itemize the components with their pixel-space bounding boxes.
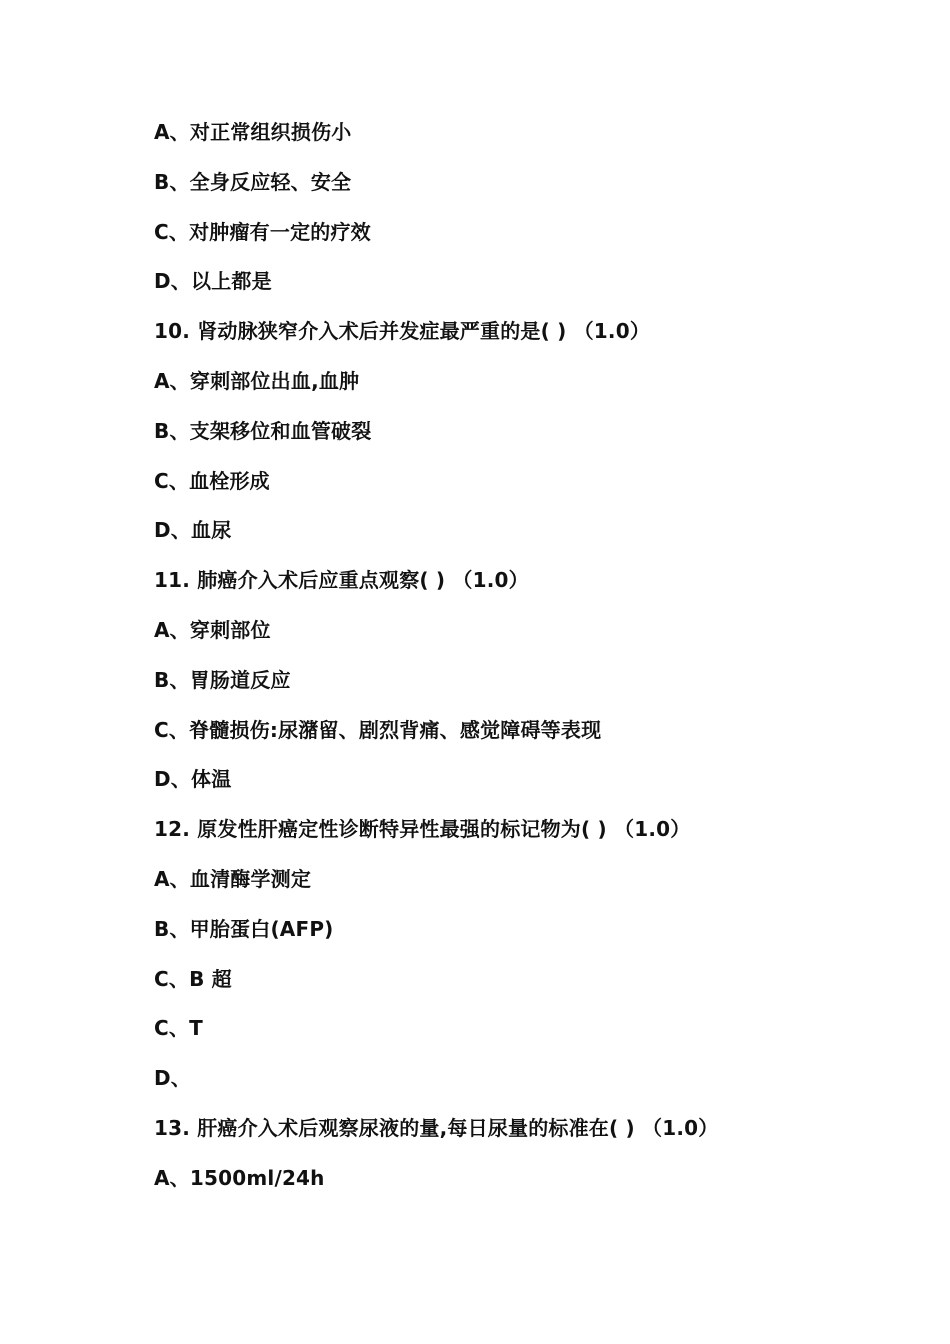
option-c2-q12: C、T [154, 1016, 203, 1041]
option-b-q11: B、胃肠道反应 [154, 667, 291, 692]
question-11: 11. 肺癌介入术后应重点观察( ) （1.0） [154, 568, 529, 593]
question-13: 13. 肝癌介入术后观察尿液的量,每日尿量的标准在( ) （1.0） [154, 1115, 719, 1140]
option-d-q11: D、体温 [154, 767, 232, 792]
option-a-q12: A、血清酶学测定 [154, 866, 312, 891]
option-d-q9: D、以上都是 [154, 269, 272, 294]
option-c-q10: C、血栓形成 [154, 468, 270, 493]
option-c-q12: C、B 超 [154, 966, 232, 991]
option-d-q12: D、 [154, 1066, 192, 1091]
option-b-q10: B、支架移位和血管破裂 [154, 418, 372, 443]
option-b-q12: B、甲胎蛋白(AFP) [154, 916, 334, 941]
option-d-q10: D、血尿 [154, 518, 232, 543]
question-12: 12. 原发性肝癌定性诊断特异性最强的标记物为( ) （1.0） [154, 817, 691, 842]
question-10: 10. 肾动脉狭窄介入术后并发症最严重的是( ) （1.0） [154, 319, 651, 344]
option-c-q9: C、对肿瘤有一定的疗效 [154, 219, 371, 244]
document-content [154, 114, 914, 1210]
option-b-q9: B、全身反应轻、安全 [154, 169, 352, 194]
option-a-q13: A、1500ml/24h [154, 1165, 325, 1190]
option-a-q10: A、穿刺部位出血,血肿 [154, 368, 360, 393]
option-c-q11: C、脊髓损伤:尿潴留、剧烈背痛、感觉障碍等表现 [154, 717, 602, 742]
option-a-q9: A、对正常组织损伤小 [154, 120, 352, 144]
option-a-q11: A、穿刺部位 [154, 617, 271, 642]
